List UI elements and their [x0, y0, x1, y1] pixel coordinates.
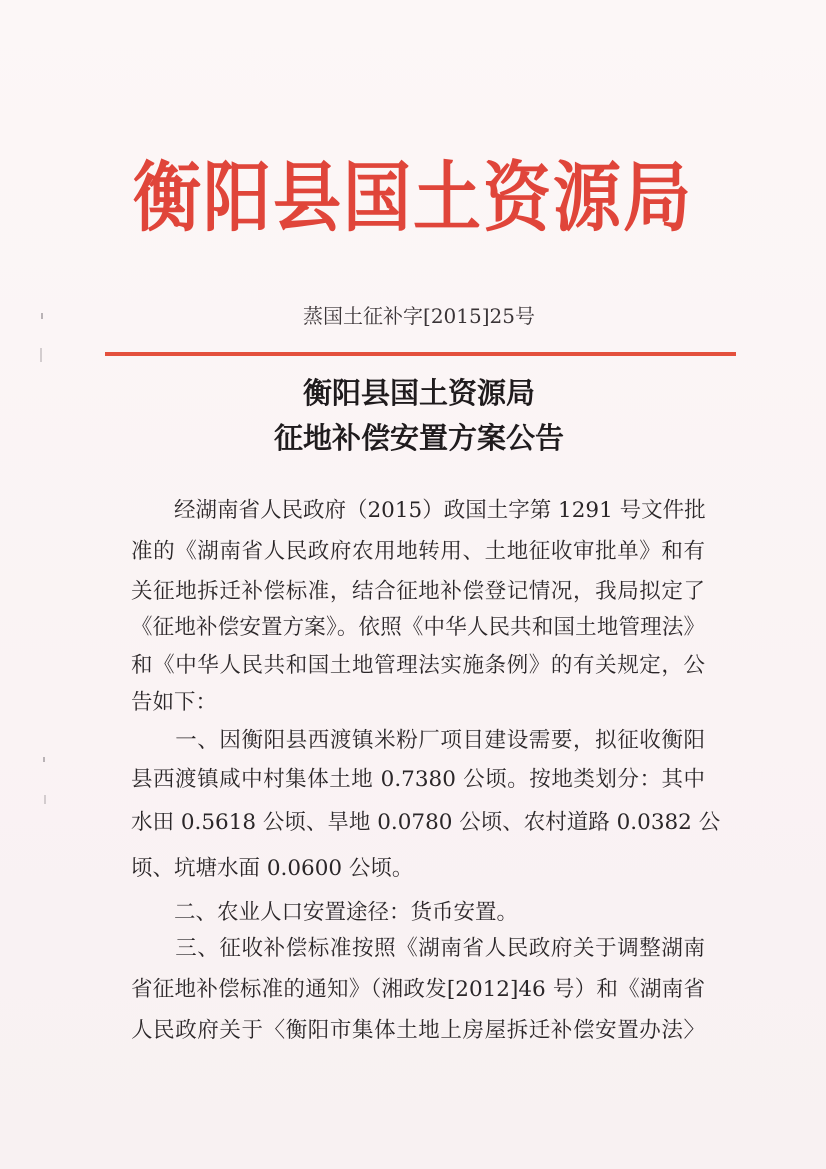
- document-number: 蒸国土征补字[2015]25号: [303, 304, 535, 328]
- body-line: 一、因衡阳县西渡镇米粉厂项目建设需要，拟征收衡阳: [131, 728, 705, 753]
- body-line: 《征地补偿安置方案》。依照《中华人民共和国土地管理法》: [131, 615, 705, 640]
- binding-mark: [44, 795, 46, 804]
- body-line: 和《中华人民共和国土地管理法实施条例》的有关规定，公: [131, 653, 705, 678]
- body-line: 经湖南省人民政府（2015）政国土字第 1291 号文件批: [131, 498, 706, 523]
- binding-mark: [43, 757, 45, 762]
- binding-mark: [40, 348, 42, 362]
- notice-title-line-2: 征地补偿安置方案公告: [273, 421, 564, 455]
- body-line: 水田 0.5618 公顷、旱地 0.0780 公顷、农村道路 0.0382 公: [131, 810, 721, 835]
- body-line: 告如下：: [131, 690, 218, 715]
- body-line: 三、征收补偿标准按照《湖南省人民政府关于调整湖南: [131, 936, 705, 961]
- body-line: 省征地补偿标准的通知》（湘政发[2012]46 号）和《湖南省: [131, 977, 705, 1002]
- notice-title-line-1: 衡阳县国土资源局: [302, 376, 535, 410]
- red-divider-line: [105, 352, 736, 356]
- body-line: 关征地拆迁补偿标准，结合征地补偿登记情况，我局拟定了: [131, 579, 705, 604]
- body-line: 准的《湖南省人民政府农用地转用、土地征收审批单》和有: [131, 539, 705, 564]
- binding-mark: [41, 313, 43, 319]
- body-line: 人民政府关于〈衡阳市集体土地上房屋拆迁补偿安置办法〉: [131, 1018, 705, 1043]
- body-line: 二、农业人口安置途径：货币安置。: [131, 900, 519, 925]
- body-line: 县西渡镇咸中村集体土地 0.7380 公顷。按地类划分：其中: [131, 767, 705, 792]
- agency-letterhead: 衡阳县国土资源局: [132, 153, 693, 243]
- body-line: 顷、坑塘水面 0.0600 公顷。: [131, 856, 414, 881]
